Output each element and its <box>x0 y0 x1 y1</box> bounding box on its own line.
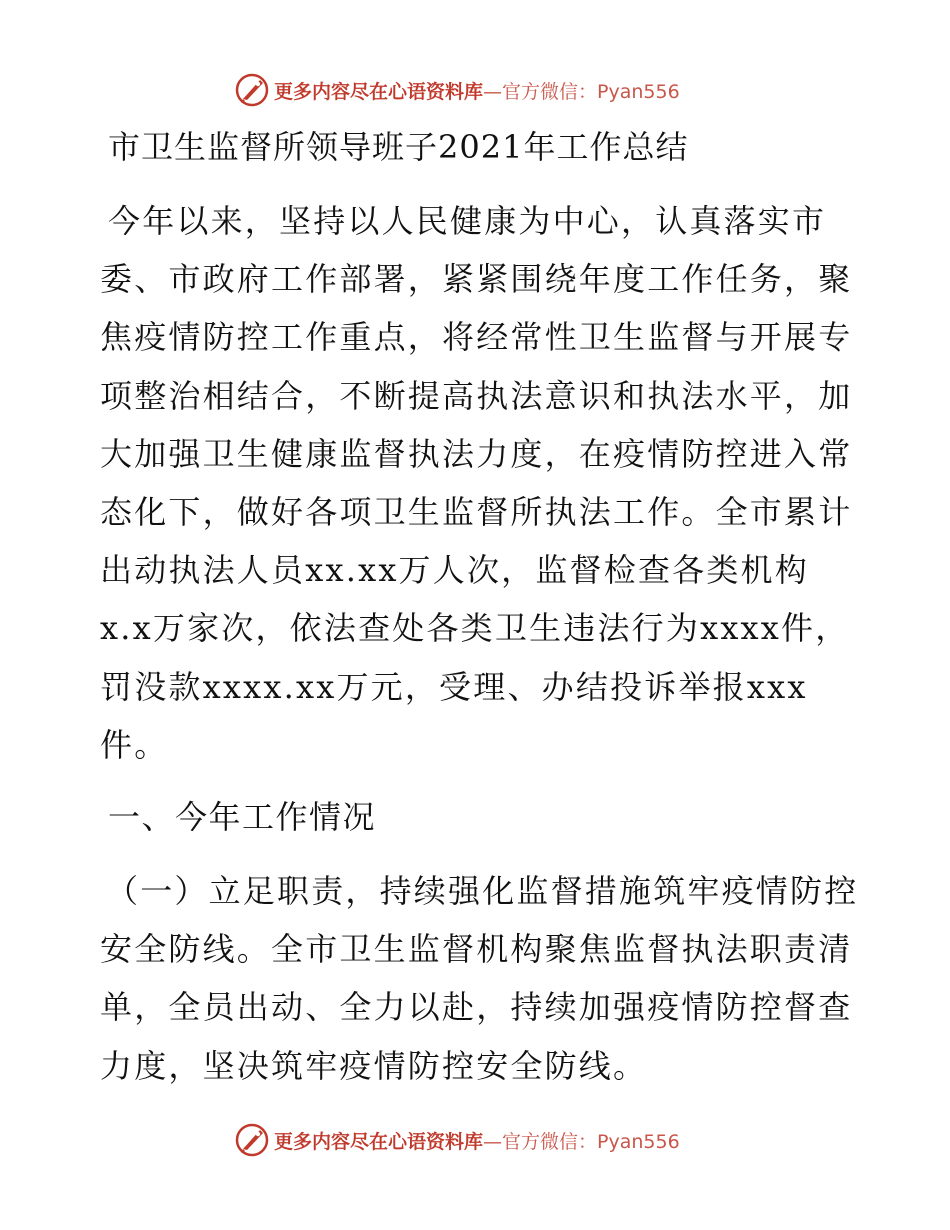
banner-text-rest: —官方微信：Pyan556 <box>483 1130 680 1153</box>
banner-text-rest: —官方微信：Pyan556 <box>483 80 680 103</box>
document-title: 市卫生监督所领导班子2021年工作总结 <box>108 128 689 166</box>
banner-text <box>274 1127 680 1154</box>
header-watermark-banner <box>234 70 680 110</box>
intro-paragraph: 今年以来，坚持以人民健康为中心，认真落实市委、市政府工作部署，紧紧围绕年度工作任务，聚焦疫情防控工作重点，将经常性卫生监督与开展专项整治相结合，不断提高执法意识和执法水平，加大加强卫生健康监督执法力度，在疫情防控进入常态化下，做好各项卫生监督所执法工作。全市累计出动执法人员xx.xx万人次，监督检查各类机构x.x万家次，依法查处各类卫生违法行为xxxx件，罚没款xxxx.xx万元，受理、办结投诉举报xxx件。 <box>100 202 853 764</box>
section-1-paragraph: （一）立足职责，持续强化监督措施筑牢疫情防控安全防线。全市卫生监督机构聚焦监督执法职责清单，全员出动、全力以赴，持续加强疫情防控督查力度，坚决筑牢疫情防控安全防线。 <box>100 872 859 1085</box>
section-heading-1: 一、今年工作情况 <box>108 798 377 836</box>
banner-text-bold: 更多内容尽在心语资料库 <box>274 1130 484 1153</box>
banner-text-bold: 更多内容尽在心语资料库 <box>274 80 484 103</box>
quill-logo-icon <box>234 1122 270 1158</box>
banner-text <box>274 77 680 104</box>
footer-watermark-banner <box>234 1120 680 1160</box>
quill-logo-icon <box>234 72 270 108</box>
